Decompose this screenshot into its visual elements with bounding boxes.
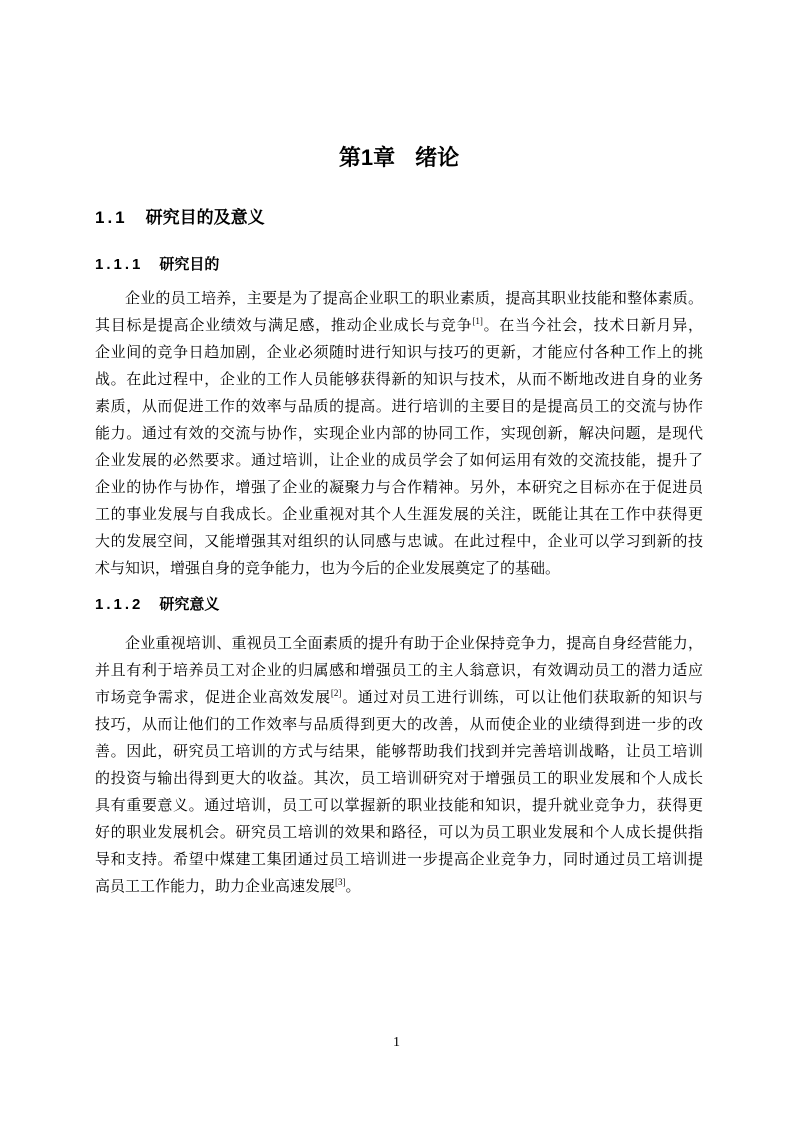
subsection-research-significance [95,593,703,901]
citation-superscript: [3] [335,877,346,887]
page-content [95,0,703,901]
text-line: 企业重视培训、重视员工全面素质的提升有助于企业保持竞争力，提高自身经营能力， [125,636,703,652]
text-line: 具有重要意义。通过培训，员工可以掌握新的职业技能和知识，提升就业竞争力，获得更 [95,798,703,814]
text-line: 技巧，从而让他们的工作效率与品质得到更大的改善，从而使企业的业绩得到进一步的改 [95,717,703,733]
text-line: 企业间的竞争日趋加剧，企业必须随时进行知识与技巧的更新，才能应付各种工作上的挑 [95,345,703,361]
text-line: 并且有利于培养员工对企业的归属感和增强员工的主人翁意识，有效调动员工的潜力适应 [95,663,703,679]
text-line: 战。在此过程中，企业的工作人员能够获得新的知识与技术，从而不断地改进自身的业务 [95,372,703,388]
text-line: 术与知识，增强自身的竞争能力，也为今后的企业发展奠定了的基础。 [95,561,561,577]
text-line: 素质，从而促进工作的效率与品质的提高。进行培训的主要目的是提高员工的交流与协作 [95,399,703,415]
citation-superscript: [1] [472,316,483,326]
subsection-number: 1.1.2 [95,596,144,613]
subsection-heading [95,593,703,617]
text-line: 大的发展空间，又能增强其对组织的认同感与忠诚。在此过程中，企业可以学习到新的技 [95,534,703,550]
section-heading [95,205,703,231]
subsection-research-purpose [95,253,703,583]
paragraph-research-significance [95,631,703,901]
text-line: 企业的员工培养，主要是为了提高企业职工的职业素质，提高其职业技能和整体素质。 [125,291,703,307]
section-number: 1.1 [95,208,128,227]
paragraph-research-purpose [95,286,703,583]
text-line: 好的职业发展机会。研究员工培训的效果和路径，可以为员工职业发展和个人成长提供指 [95,825,703,841]
text-line: 的投资与输出得到更大的收益。其次，员工培训研究对于增强员工的职业发展和个人成长 [95,771,703,787]
text-line: 市场竞争需求，促进企业高效发展[2]。通过对员工进行训练，可以让他们获取新的知识与 [95,688,703,706]
page-number: 1 [393,1035,400,1050]
text-line: 导和支持。希望中煤建工集团通过员工培训进一步提高企业竞争力，同时通过员工培训提 [95,852,703,868]
subsection-number: 1.1.1 [95,256,144,273]
subsection-heading [95,253,703,277]
section-title: 研究目的及意义 [145,208,265,227]
text-line: 善。因此，研究员工培训的方式与结果，能够帮助我们找到并完善培训战略，让员工培训 [95,744,703,760]
text-line: 能力。通过有效的交流与协作，实现企业内部的协同工作，实现创新，解决问题，是现代 [95,426,703,442]
text-line: 其目标是提高企业绩效与满足感，推动企业成长与竞争[1]。在当今社会，技术日新月异， [95,316,703,334]
text-line: 企业发展的必然要求。通过培训，让企业的成员学会了如何运用有效的交流技能，提升了 [95,453,703,469]
subsection-title: 研究目的 [159,256,220,273]
text-line: 高员工工作能力，助力企业高速发展[3]。 [95,877,361,895]
text-line: 工的事业发展与自我成长。企业重视对其个人生涯发展的关注，既能让其在工作中获得更 [95,507,703,523]
chapter-number: 第1章 [338,145,396,170]
subsection-title: 研究意义 [159,596,220,613]
text-line: 企业的协作与协作，增强了企业的凝聚力与合作精神。另外，本研究之目标亦在于促进员 [95,480,703,496]
chapter-name: 绪论 [415,145,460,170]
chapter-title [95,0,703,173]
citation-superscript: [2] [330,688,342,698]
